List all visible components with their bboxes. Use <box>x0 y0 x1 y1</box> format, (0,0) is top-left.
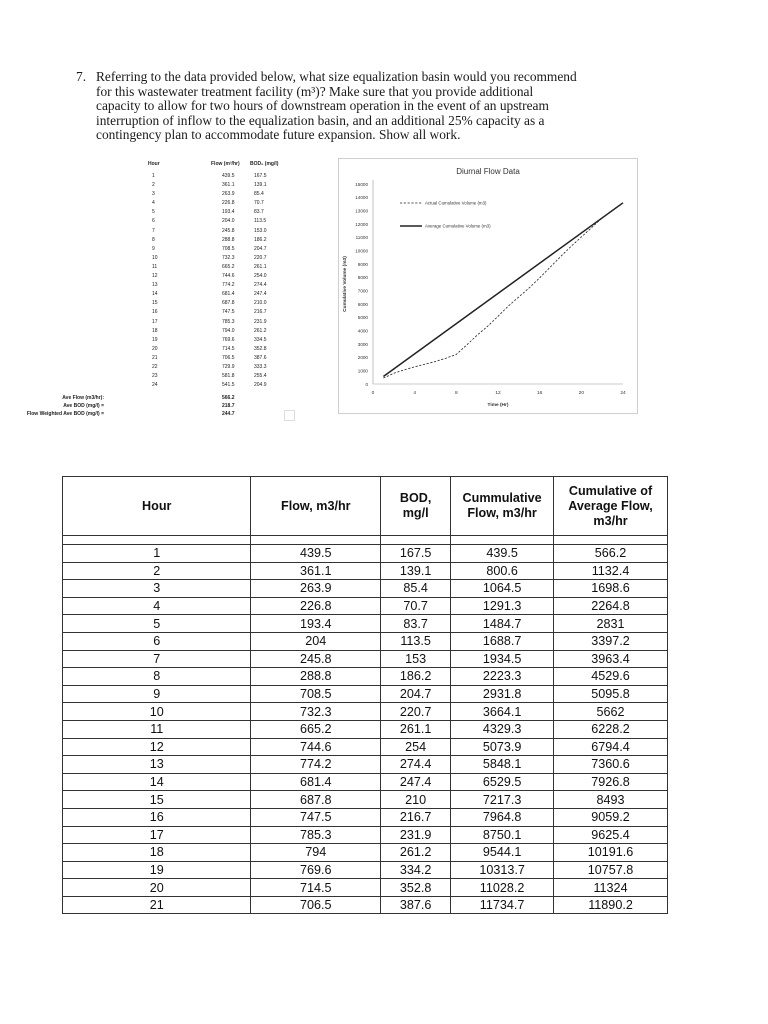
spacer-cell <box>451 536 554 545</box>
table-cell: 706.5 <box>251 896 381 914</box>
table-cell: 732.3 <box>251 703 381 721</box>
spacer-cell <box>251 536 381 545</box>
bod-cell: 352.8 <box>254 345 267 352</box>
hour-cell: 11 <box>152 263 158 270</box>
hour-cell: 17 <box>152 318 158 325</box>
hour-cell: 19 <box>152 336 158 343</box>
table-cell: 11734.7 <box>451 896 554 914</box>
table-cell: 800.6 <box>451 562 554 580</box>
y-tick-label: 0 <box>365 381 368 387</box>
y-tick-label: 1000 <box>357 368 368 374</box>
table-cell: 204 <box>251 632 381 650</box>
table-cell: 10313.7 <box>451 861 554 879</box>
flow-cell: 706.5 <box>222 354 235 361</box>
table-row <box>63 650 668 668</box>
table-cell: 8493 <box>554 791 668 809</box>
table-cell: 10191.6 <box>554 844 668 862</box>
table-row <box>63 844 668 862</box>
table-cell: 9059.2 <box>554 808 668 826</box>
y-tick-label: 5000 <box>357 315 368 321</box>
chart-title: Diurnal Flow Data <box>456 167 520 176</box>
table-row <box>63 580 668 598</box>
table-cell: 3397.2 <box>554 632 668 650</box>
flow-cell: 263.9 <box>222 191 235 198</box>
table-cell: 19 <box>63 861 251 879</box>
flow-cell: 732.3 <box>222 254 235 261</box>
table-cell: 153 <box>381 650 451 668</box>
table-row <box>63 597 668 615</box>
table-cell: 2 <box>63 562 251 580</box>
y-tick-label: 9000 <box>357 261 368 267</box>
hour-cell: 9 <box>152 245 155 252</box>
flow-cell: 541.5 <box>222 382 235 389</box>
table-cell: 794 <box>251 844 381 862</box>
table-cell: 10757.8 <box>554 861 668 879</box>
hour-cell: 1 <box>152 173 155 179</box>
table-cell: 8750.1 <box>451 826 554 844</box>
hour-cell: 21 <box>152 354 158 361</box>
table-cell: 16 <box>63 808 251 826</box>
bod-cell: 85.4 <box>254 191 264 198</box>
hour-cell: 6 <box>152 218 155 225</box>
y-tick-label: 3000 <box>357 341 368 347</box>
bod-cell: 261.2 <box>254 327 267 334</box>
summary-label: Ave Flow (m3/hr): <box>62 395 104 401</box>
question-number: 7. <box>76 69 87 84</box>
table-cell: 210 <box>381 791 451 809</box>
x-axis-label: Time (Hr) <box>487 403 509 408</box>
table-cell: 352.8 <box>381 879 451 897</box>
question-line: capacity to allow for two hours of downstream operation in the event of an upstream <box>96 98 549 114</box>
x-tick-label: 24 <box>620 391 626 396</box>
table-row <box>63 685 668 703</box>
flow-cell: 747.5 <box>222 309 235 316</box>
table-cell: 681.4 <box>251 773 381 791</box>
hour-cell: 13 <box>152 282 158 289</box>
bod-cell: 83.7 <box>254 209 264 216</box>
flow-cell: 794.0 <box>222 327 235 334</box>
table-cell: 6228.2 <box>554 720 668 738</box>
diurnal-flow-chart <box>338 158 638 414</box>
y-tick-label: 14000 <box>355 195 368 201</box>
legend-entry: Average Cumulative Volume (m3) <box>425 223 491 229</box>
bod-cell: 387.6 <box>254 354 267 361</box>
flow-header: Flow, m3/hr <box>251 477 381 536</box>
flow-cell: 204.0 <box>222 218 235 225</box>
table-cell: 1 <box>63 545 251 563</box>
hour-header: Hour <box>148 161 160 167</box>
table-cell: 5095.8 <box>554 685 668 703</box>
x-tick-label: 0 <box>371 391 375 396</box>
table-cell: 566.2 <box>554 545 668 563</box>
summary-value: 244.7 <box>222 411 235 417</box>
hour-cell: 3 <box>152 191 155 198</box>
placeholder-box <box>284 410 295 421</box>
table-cell: 274.4 <box>381 756 451 774</box>
legend-entry: Actual Cumulative Volume (m3) <box>425 200 487 206</box>
table-cell: 5 <box>63 615 251 633</box>
table-cell: 687.8 <box>251 791 381 809</box>
question-line: contingency plan to accommodate future expansion. Show all work. <box>96 127 461 143</box>
y-tick-label: 6000 <box>357 301 368 307</box>
table-cell: 3 <box>63 580 251 598</box>
bod-cell: 255.4 <box>254 373 267 380</box>
hour-header: Hour <box>63 477 251 536</box>
bod-cell: 334.5 <box>254 336 267 343</box>
cumulative-flow-table <box>62 476 668 914</box>
table-row <box>63 756 668 774</box>
hour-cell: 12 <box>152 273 158 280</box>
question-body <box>96 70 636 143</box>
table-cell: 1688.7 <box>451 632 554 650</box>
table-cell: 361.1 <box>251 562 381 580</box>
summary-value: 218.7 <box>222 403 235 409</box>
table-cell: 7964.8 <box>451 808 554 826</box>
table-cell: 21 <box>63 896 251 914</box>
table-cell: 439.5 <box>251 545 381 563</box>
flow-cell: 581.8 <box>222 373 235 380</box>
hour-column <box>152 172 158 390</box>
table-row <box>63 896 668 914</box>
spacer-cell <box>554 536 668 545</box>
flow-cell: 288.8 <box>222 236 235 243</box>
y-tick-label: 8000 <box>357 275 368 281</box>
hour-cell: 5 <box>152 209 155 216</box>
chart-frame <box>339 159 638 414</box>
hour-cell: 7 <box>152 227 155 234</box>
table-cell: 4329.3 <box>451 720 554 738</box>
hour-cell: 22 <box>152 363 158 370</box>
table-cell: 1934.5 <box>451 650 554 668</box>
table-cell: 261.1 <box>381 720 451 738</box>
y-tick-label: 15000 <box>355 181 368 187</box>
bod-cell: 186.2 <box>254 236 267 243</box>
table-cell: 254 <box>381 738 451 756</box>
flow-cell: 708.5 <box>222 245 235 252</box>
y-tick-label: 2000 <box>357 355 368 361</box>
flow-header: Flow (m³/hr) <box>211 161 240 167</box>
bod-column <box>254 172 267 390</box>
hour-cell: 15 <box>152 300 158 307</box>
table-cell: 288.8 <box>251 668 381 686</box>
flow-cell: 729.9 <box>222 363 235 370</box>
table-cell: 7360.6 <box>554 756 668 774</box>
flow-cell: 361.1 <box>222 182 235 189</box>
table-cell: 13 <box>63 756 251 774</box>
x-tick-label: 8 <box>454 391 458 396</box>
table-cell: 204.7 <box>381 685 451 703</box>
table-cell: 1132.4 <box>554 562 668 580</box>
flow-cell: 714.5 <box>222 345 235 352</box>
x-tick-label: 20 <box>578 391 585 396</box>
table-cell: 2831 <box>554 615 668 633</box>
table-cell: 3963.4 <box>554 650 668 668</box>
table-row <box>63 826 668 844</box>
table-row <box>63 773 668 791</box>
table-cell: 261.2 <box>381 844 451 862</box>
hour-cell: 10 <box>152 254 158 261</box>
y-tick-label: 12000 <box>355 221 368 227</box>
bod-header: BOD, mg/l <box>381 477 451 536</box>
bod-cell: 204.9 <box>254 382 267 389</box>
table-cell: 8 <box>63 668 251 686</box>
table-cell: 2264.8 <box>554 597 668 615</box>
table-cell: 5662 <box>554 703 668 721</box>
spacer-row <box>63 536 668 545</box>
table-row <box>63 545 668 563</box>
table-cell: 226.8 <box>251 597 381 615</box>
flow-cell: 245.8 <box>222 227 235 234</box>
spacer-cell <box>381 536 451 545</box>
x-tick-label: 12 <box>495 391 501 396</box>
table-cell: 11 <box>63 720 251 738</box>
table-cell: 167.5 <box>381 545 451 563</box>
flow-cell: 744.6 <box>222 273 235 280</box>
table-cell: 774.2 <box>251 756 381 774</box>
table-cell: 3664.1 <box>451 703 554 721</box>
spacer-cell <box>63 536 251 545</box>
table-cell: 665.2 <box>251 720 381 738</box>
table-cell: 9 <box>63 685 251 703</box>
flow-cell: 774.2 <box>222 282 235 289</box>
table-row <box>63 668 668 686</box>
table-row <box>63 632 668 650</box>
table-cell: 4529.6 <box>554 668 668 686</box>
table-cell: 20 <box>63 879 251 897</box>
table-cell: 5073.9 <box>451 738 554 756</box>
question-line: Referring to the data provided below, what size equalization basin would you recommend <box>96 69 577 84</box>
table-row <box>63 879 668 897</box>
table-cell: 387.6 <box>381 896 451 914</box>
table-cell: 11890.2 <box>554 896 668 914</box>
table-cell: 83.7 <box>381 615 451 633</box>
table-cell: 9625.4 <box>554 826 668 844</box>
table-cell: 5848.1 <box>451 756 554 774</box>
table-cell: 70.7 <box>381 597 451 615</box>
x-tick-label: 4 <box>413 391 417 396</box>
table-cell: 714.5 <box>251 879 381 897</box>
table-cell: 7 <box>63 650 251 668</box>
table-row <box>63 720 668 738</box>
table-cell: 216.7 <box>381 808 451 826</box>
bod-cell: 333.3 <box>254 363 267 370</box>
table-row <box>63 562 668 580</box>
bod-cell: 220.7 <box>254 254 267 261</box>
hour-cell: 8 <box>152 236 155 243</box>
bod-cell: 261.1 <box>254 263 267 270</box>
summary-value: 566.2 <box>222 395 235 401</box>
y-tick-label: 4000 <box>357 328 368 334</box>
flow-cell: 687.8 <box>222 300 235 307</box>
table-cell: 220.7 <box>381 703 451 721</box>
table-cell: 231.9 <box>381 826 451 844</box>
cumulative-average-flow-header: Cumulative of Average Flow, m3/hr <box>554 477 668 536</box>
table-cell: 747.5 <box>251 808 381 826</box>
bod-cell: 204.7 <box>254 245 267 252</box>
flow-cell: 665.2 <box>222 263 235 270</box>
bod-cell: 153.0 <box>254 227 267 234</box>
table-cell: 15 <box>63 791 251 809</box>
y-axis-label: Cumulative Volume (m3) <box>343 256 348 312</box>
hour-cell: 23 <box>152 373 158 380</box>
question-text <box>76 70 636 143</box>
table-cell: 193.4 <box>251 615 381 633</box>
table-cell: 744.6 <box>251 738 381 756</box>
question-line: for this wastewater treatment facility (m³)? Make sure that you provide additional <box>96 83 534 99</box>
table-cell: 2223.3 <box>451 668 554 686</box>
bod-cell: 113.5 <box>254 218 267 225</box>
table-cell: 6529.5 <box>451 773 554 791</box>
y-tick-label: 13000 <box>355 208 368 214</box>
y-tick-label: 10000 <box>355 248 368 254</box>
table-cell: 439.5 <box>451 545 554 563</box>
table-cell: 6 <box>63 632 251 650</box>
table-cell: 1484.7 <box>451 615 554 633</box>
question-line: interruption of inflow to the equalization basin, and an additional 25% capacity as a <box>96 112 545 128</box>
table-cell: 17 <box>63 826 251 844</box>
flow-cell: 193.4 <box>222 209 235 216</box>
hour-cell: 2 <box>152 182 155 189</box>
table-cell: 6794.4 <box>554 738 668 756</box>
table-cell: 1698.6 <box>554 580 668 598</box>
table-cell: 12 <box>63 738 251 756</box>
table-cell: 11324 <box>554 879 668 897</box>
flow-cell: 769.6 <box>222 336 235 343</box>
bod-cell: 70.7 <box>254 200 264 207</box>
table-row <box>63 791 668 809</box>
flow-cell: 785.3 <box>222 318 235 325</box>
hour-cell: 14 <box>152 291 158 298</box>
bod-header: BOD₅ (mg/l) <box>250 161 279 167</box>
flow-cell: 439.5 <box>222 173 235 179</box>
table-cell: 10 <box>63 703 251 721</box>
table-cell: 708.5 <box>251 685 381 703</box>
table-cell: 139.1 <box>381 562 451 580</box>
hour-cell: 24 <box>152 382 158 389</box>
hour-cell: 20 <box>152 345 158 352</box>
table-cell: 18 <box>63 844 251 862</box>
hour-cell: 16 <box>152 309 158 316</box>
y-tick-label: 11000 <box>355 235 368 241</box>
table-cell: 1064.5 <box>451 580 554 598</box>
bod-cell: 167.5 <box>254 173 267 179</box>
bod-cell: 210.0 <box>254 300 267 307</box>
table-cell: 11028.2 <box>451 879 554 897</box>
table-row <box>63 861 668 879</box>
bod-cell: 216.7 <box>254 309 267 316</box>
bod-cell: 231.9 <box>254 318 267 325</box>
flow-cell: 681.4 <box>222 291 235 298</box>
hour-cell: 18 <box>152 327 158 334</box>
table-cell: 1291.3 <box>451 597 554 615</box>
summary-label: Flow Weighted Ave BOD (mg/l) = <box>26 411 104 417</box>
table-cell: 247.4 <box>381 773 451 791</box>
cumulative-flow-header: Cummulative Flow, m3/hr <box>451 477 554 536</box>
summary-label: Ave BOD (mg/l) = <box>63 403 104 409</box>
table-cell: 7217.3 <box>451 791 554 809</box>
y-tick-label: 7000 <box>357 288 368 294</box>
table-cell: 9544.1 <box>451 844 554 862</box>
table-row <box>63 808 668 826</box>
bod-cell: 274.4 <box>254 282 267 289</box>
table-cell: 785.3 <box>251 826 381 844</box>
bod-cell: 139.1 <box>254 182 267 189</box>
table-cell: 7926.8 <box>554 773 668 791</box>
table-cell: 334.2 <box>381 861 451 879</box>
table-cell: 113.5 <box>381 632 451 650</box>
hour-cell: 4 <box>152 200 155 207</box>
table-row <box>63 738 668 756</box>
table-cell: 4 <box>63 597 251 615</box>
bod-cell: 254.0 <box>254 273 267 280</box>
table-cell: 14 <box>63 773 251 791</box>
table-cell: 263.9 <box>251 580 381 598</box>
table-row <box>63 615 668 633</box>
flow-column <box>222 172 235 390</box>
table-row <box>63 703 668 721</box>
table-cell: 85.4 <box>381 580 451 598</box>
bod-cell: 247.4 <box>254 291 267 298</box>
table-cell: 186.2 <box>381 668 451 686</box>
flow-cell: 226.8 <box>222 200 235 207</box>
x-tick-label: 16 <box>536 391 543 396</box>
table-cell: 2931.8 <box>451 685 554 703</box>
table-cell: 769.6 <box>251 861 381 879</box>
table-cell: 245.8 <box>251 650 381 668</box>
